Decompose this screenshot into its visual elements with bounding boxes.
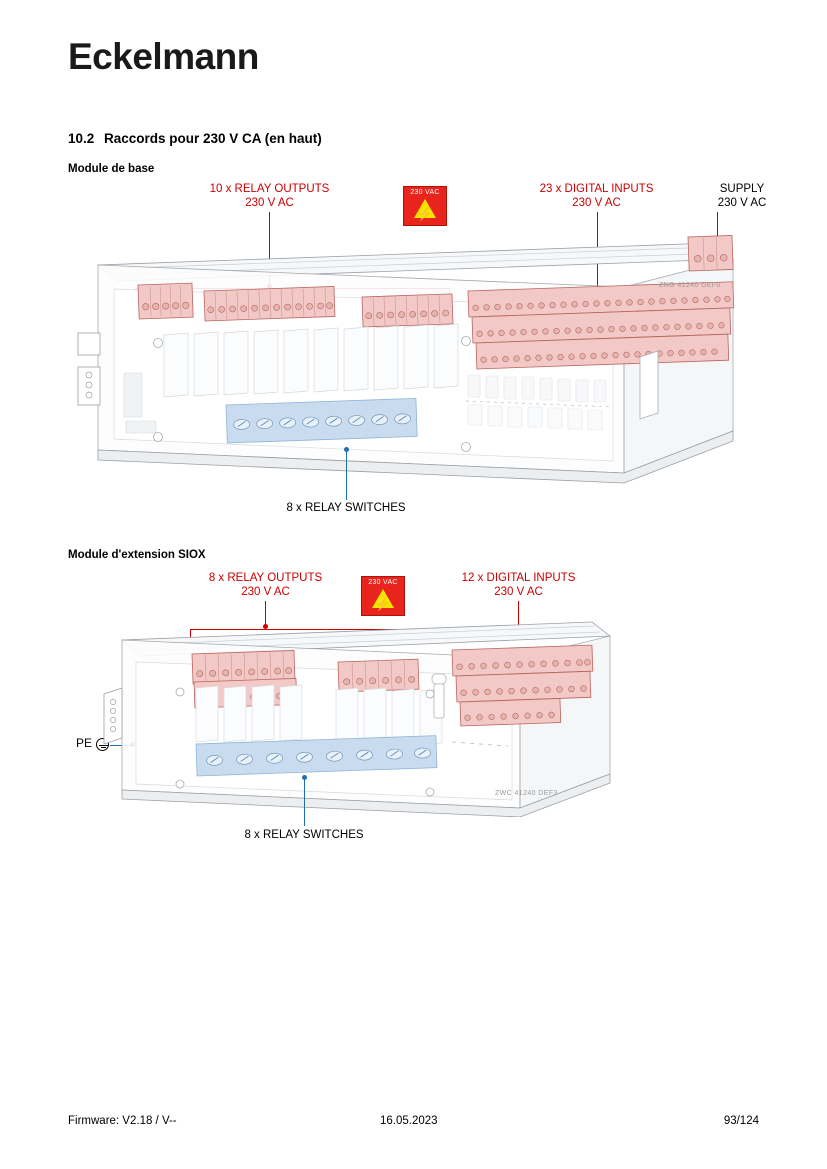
section-number: 10.2 (68, 131, 95, 146)
annotation-relay-outputs-siox: 8 x RELAY OUTPUTS 230 V AC (208, 572, 323, 598)
company-logo: Eckelmann (68, 36, 259, 77)
annotation-digital-inputs-base: 23 x DIGITAL INPUTS 230 V AC (539, 183, 654, 209)
base-module-device-drawing (68, 225, 758, 490)
annotation-relay-switches-base: 8 x RELAY SWITCHES (286, 502, 406, 514)
high-voltage-icon: ⚡ (416, 206, 434, 221)
leader-relay-switches-base (346, 450, 347, 500)
warning-label-230vac-siox: 230 VAC ⚡ (361, 576, 405, 616)
section-title-text: Raccords pour 230 V CA (en haut) (104, 131, 322, 146)
footer-date: 16.05.2023 (380, 1115, 438, 1127)
subheading-base-module: Module de base (68, 163, 155, 175)
subheading-siox-module: Module d'extension SIOX (68, 549, 206, 561)
pe-label: PE (76, 736, 93, 750)
footer-firmware: Firmware: V2.18 / V-- (68, 1115, 177, 1127)
siox-module-device-drawing (100, 612, 630, 817)
annotation-digital-inputs-siox: 12 x DIGITAL INPUTS 230 V AC (461, 572, 576, 598)
warning-label-230vac-base: 230 VAC ⚡ (403, 186, 447, 226)
footer-page-number: 93/124 (723, 1115, 759, 1127)
section-heading (68, 131, 322, 146)
page-footer (0, 1115, 827, 1135)
pcb-marking-siox: ZWC 41240 DEF3 (495, 790, 558, 797)
leader-relay-switches-siox (304, 778, 305, 826)
leader-dot-relay-switches-siox (302, 775, 307, 780)
annotation-supply-base: SUPPLY 230 V AC (717, 183, 767, 209)
annotation-relay-outputs-base: 10 x RELAY OUTPUTS 230 V AC (209, 183, 330, 209)
pcb-marking-base: ZNG 41240 DEF0 (659, 282, 721, 289)
high-voltage-icon: ⚡ (374, 596, 392, 611)
annotation-relay-switches-siox: 8 x RELAY SWITCHES (244, 829, 364, 841)
leader-dot-relay-switches-base (344, 447, 349, 452)
